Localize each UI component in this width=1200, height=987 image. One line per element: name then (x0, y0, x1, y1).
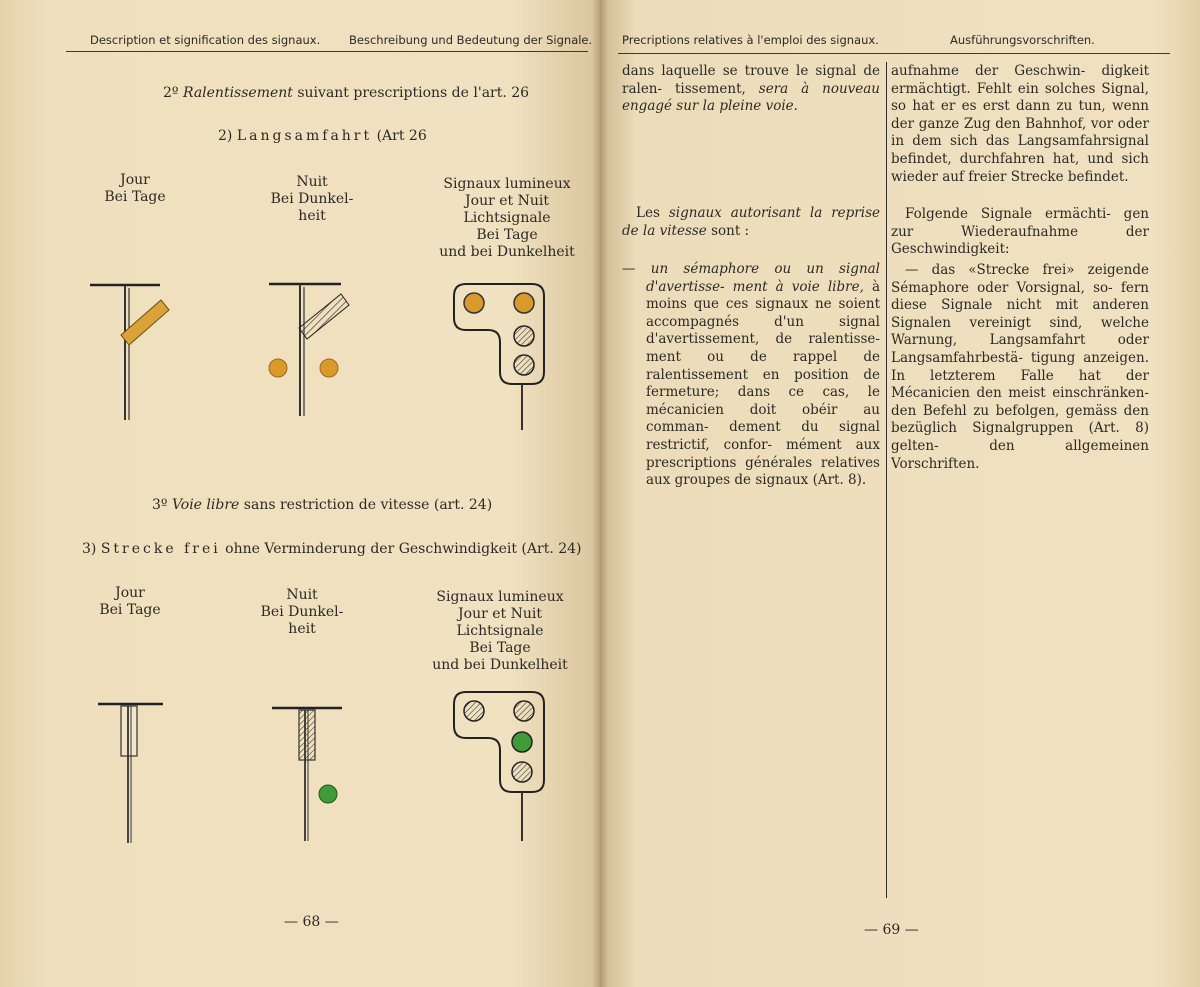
fr-para-2: Les signaux autorisant la reprise de la vitesse sont : (622, 205, 880, 239)
section3-heading-fr: 3º Voie libre sans restriction de vitesse (art. 24) (152, 497, 493, 513)
light-signal-slow (450, 280, 550, 432)
section2-night-label: Nuit Bei Dunkel- heit (270, 174, 354, 224)
section3-light-label: Signaux lumineux Jour et Nuit Lichtsignale Bei Tage und bei Dunkelheit (432, 589, 568, 673)
left-running-head-de: Beschreibung und Bedeutung der Signale. (349, 33, 593, 47)
semaphore-night-clear (270, 703, 350, 843)
green-light-night (319, 785, 337, 803)
semaphore-day-clear (95, 700, 175, 845)
fr-para-1: dans laquelle se trouve le signal de ralen- tissement, sera à nouveau engagé sur la pleine voie. (622, 63, 880, 115)
section2-light-label: Signaux lumineux Jour et Nuit Lichtsignale Bei Tage und bei Dunkelheit (439, 176, 575, 260)
right-running-head-de: Ausführungsvorschriften. (950, 33, 1095, 47)
fr-para-3: — un sémaphore ou un signal d'avertisse- ment à voie libre, à moins que ces signaux ne soient accompagnés d'un signal d'avertissement, de ralentisse- ment ou de rappel de ralentissement en position de fermeture; dans ce cas, le mécanicien doit obéir au comman- dement du signal restrictif, confor- mément aux prescriptions générales relatives aux groupes de signaux (Art. 8). (622, 261, 881, 489)
de-para-2: Folgende Signale ermächti- gen zur Wiederaufnahme der Geschwindigkeit: (891, 206, 1149, 258)
orange-light-1 (269, 359, 287, 377)
de-para-1: aufnahme der Geschwin- digkeit ermächtigt. Fehlt ein solches Signal, so hat er es erst dann zu tun, wenn der ganze Zug den Bahnhof, vor oder in dem sich das Langsamfahrsignal befindet, durchfahren hat, und sich wieder auf freier Strecke befindet. (891, 63, 1149, 185)
light-signal-clear (450, 688, 550, 843)
semaphore-day-slow (85, 280, 185, 422)
right-header-rule (618, 53, 1170, 54)
section3-day-label: Jour Bei Tage (99, 585, 161, 618)
semaphore-night-slow (263, 278, 363, 420)
section3-heading-de: 3) Strecke frei ohne Verminderung der Geschwindigkeit (Art. 24) (82, 541, 582, 557)
right-page (600, 0, 1200, 987)
left-running-head-fr: Description et signification des signaux. (90, 33, 321, 47)
section2-heading-de: 2) Langsamfahrt (Art 26 (218, 128, 427, 144)
right-page-number: — 69 — (864, 922, 919, 938)
right-running-head-fr: Precriptions relatives à l'emploi des signaux. (622, 33, 879, 47)
section2-heading-fr: 2º Ralentissement suivant prescriptions de l'art. 26 (163, 85, 530, 101)
book-gutter (592, 0, 608, 987)
orange-light-2 (320, 359, 338, 377)
de-para-3: — das «Strecke frei» zeigende Sémaphore oder Vorsignal, so- fern diese Signale nicht mit anderen Signalen vereinigt sind, welche Warnung, Langsamfahrt oder Langsamfahrbestä- tigung anzeigen. In letzterem Falle hat der Mécanicien den meist einschränken- den Befehl zu befolgen, gemäss den bezüglich Signalgruppen (Art. 8) gelten- den allgemeinen Vorschriften. (891, 262, 1149, 472)
section3-night-label: Nuit Bei Dunkel- heit (260, 587, 344, 637)
column-divider (886, 62, 887, 898)
section2-day-label: Jour Bei Tage (104, 172, 166, 205)
left-page-number: — 68 — (284, 914, 339, 930)
left-header-rule (66, 51, 588, 52)
